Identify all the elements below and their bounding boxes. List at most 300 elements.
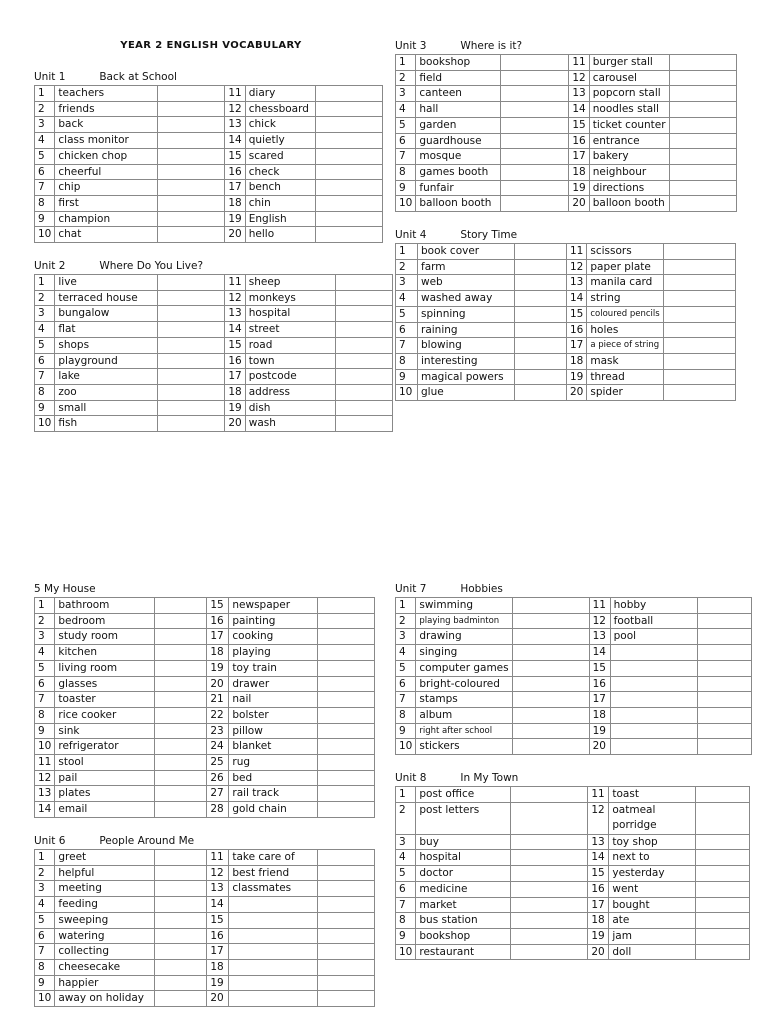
blank-cell xyxy=(697,692,751,708)
vocab-word: bathroom xyxy=(55,598,155,614)
vocab-word: holes xyxy=(587,322,663,338)
vocab-word: happier xyxy=(55,975,155,991)
table-row xyxy=(396,739,752,755)
vocab-word: mask xyxy=(587,353,663,369)
item-number: 14 xyxy=(569,102,589,118)
table-row xyxy=(35,912,375,928)
table-row xyxy=(396,723,752,739)
item-number: 6 xyxy=(35,164,55,180)
item-number: 19 xyxy=(569,180,589,196)
item-number: 17 xyxy=(569,149,589,165)
blank-cell xyxy=(155,707,207,723)
blank-cell xyxy=(697,660,751,676)
blank-cell xyxy=(511,866,588,882)
vocab-word: bolster xyxy=(229,707,318,723)
blank-cell xyxy=(158,290,225,306)
item-number: 16 xyxy=(207,613,229,629)
table-row xyxy=(396,834,750,850)
item-number: 17 xyxy=(225,180,245,196)
vocab-word: stamps xyxy=(416,692,512,708)
blank-cell xyxy=(155,645,207,661)
blank-cell xyxy=(158,101,225,117)
blank-cell xyxy=(315,164,382,180)
unit-1-section xyxy=(34,69,383,243)
vocab-word: magical powers xyxy=(418,369,515,385)
vocab-word: refrigerator xyxy=(55,739,155,755)
table-row xyxy=(35,991,375,1007)
blank-cell xyxy=(697,739,751,755)
blank-cell xyxy=(512,598,589,614)
blank-cell xyxy=(155,676,207,692)
unit-3-heading xyxy=(395,38,737,54)
table-row xyxy=(396,660,752,676)
vocab-word: study room xyxy=(55,629,155,645)
item-number: 1 xyxy=(396,244,418,260)
vocab-word: singing xyxy=(416,645,512,661)
blank-cell xyxy=(696,802,750,834)
blank-cell xyxy=(318,802,375,818)
blank-cell xyxy=(663,353,735,369)
blank-cell xyxy=(315,227,382,243)
item-number: 10 xyxy=(35,416,55,432)
blank-cell xyxy=(318,723,375,739)
blank-cell xyxy=(318,912,375,928)
item-number: 5 xyxy=(35,660,55,676)
unit-6-title: People Around Me xyxy=(99,835,195,847)
item-number: 9 xyxy=(35,975,55,991)
vocab-word: paper plate xyxy=(587,259,663,275)
blank-cell xyxy=(501,149,569,165)
table-row xyxy=(396,133,737,149)
item-number: 17 xyxy=(589,692,610,708)
blank-cell xyxy=(512,613,589,629)
item-number: 2 xyxy=(35,290,55,306)
blank-cell xyxy=(318,645,375,661)
vocab-word: doll xyxy=(609,944,696,960)
item-number: 7 xyxy=(396,692,416,708)
blank-cell xyxy=(512,645,589,661)
item-number: 13 xyxy=(225,306,245,322)
unit-4-heading xyxy=(395,227,736,243)
vocab-word: ticket counter xyxy=(589,117,669,133)
blank-cell xyxy=(318,707,375,723)
blank-cell xyxy=(158,133,225,149)
blank-cell xyxy=(663,275,735,291)
unit-2-heading xyxy=(34,258,393,274)
item-number: 2 xyxy=(35,613,55,629)
blank-cell xyxy=(669,70,736,86)
item-number: 10 xyxy=(396,739,416,755)
table-row xyxy=(35,692,375,708)
table-row xyxy=(35,975,375,991)
vocab-word: funfair xyxy=(416,180,501,196)
item-number: 19 xyxy=(589,723,610,739)
blank-cell xyxy=(318,865,375,881)
vocab-word xyxy=(610,739,697,755)
item-number: 20 xyxy=(589,739,610,755)
blank-cell xyxy=(511,913,588,929)
item-number: 3 xyxy=(396,834,416,850)
blank-cell xyxy=(663,259,735,275)
table-row xyxy=(35,101,383,117)
vocab-word: rug xyxy=(229,755,318,771)
table-row xyxy=(396,322,736,338)
unit-8-title: In My Town xyxy=(460,772,519,784)
unit-3-section xyxy=(395,38,737,212)
vocab-word: bookshop xyxy=(416,928,511,944)
vocab-word: bungalow xyxy=(55,306,158,322)
item-number: 17 xyxy=(207,944,229,960)
vocab-word: chick xyxy=(245,117,315,133)
vocab-word: drawer xyxy=(229,676,318,692)
item-number: 20 xyxy=(207,676,229,692)
table-row xyxy=(396,629,752,645)
blank-cell xyxy=(697,645,751,661)
blank-cell xyxy=(155,881,207,897)
table-row xyxy=(396,196,737,212)
vocab-word: zoo xyxy=(55,384,158,400)
item-number: 17 xyxy=(207,629,229,645)
table-row xyxy=(35,86,383,102)
vocab-word: thread xyxy=(587,369,663,385)
vocab-word: hello xyxy=(245,227,315,243)
unit-7-label: Unit 7 xyxy=(395,583,427,595)
blank-cell xyxy=(697,676,751,692)
table-row xyxy=(35,770,375,786)
vocab-word xyxy=(229,975,318,991)
vocab-word: dish xyxy=(245,400,335,416)
blank-cell xyxy=(511,787,588,803)
table-row xyxy=(35,117,383,133)
blank-cell xyxy=(315,86,382,102)
blank-cell xyxy=(335,306,392,322)
vocab-word: restaurant xyxy=(416,944,511,960)
blank-cell xyxy=(669,180,736,196)
item-number: 7 xyxy=(35,944,55,960)
item-number: 2 xyxy=(396,613,416,629)
item-number: 15 xyxy=(588,866,609,882)
item-number: 4 xyxy=(35,645,55,661)
item-number: 12 xyxy=(225,290,245,306)
blank-cell xyxy=(696,787,750,803)
vocab-word: right after school xyxy=(416,723,512,739)
item-number: 15 xyxy=(567,306,587,322)
unit-3-label: Unit 3 xyxy=(395,40,427,52)
blank-cell xyxy=(512,739,589,755)
blank-cell xyxy=(512,676,589,692)
blank-cell xyxy=(335,369,392,385)
blank-cell xyxy=(155,802,207,818)
blank-cell xyxy=(697,613,751,629)
blank-cell xyxy=(155,786,207,802)
item-number: 6 xyxy=(396,133,416,149)
blank-cell xyxy=(663,291,735,307)
item-number: 1 xyxy=(35,850,55,866)
vocab-word: bus station xyxy=(416,913,511,929)
vocab-word xyxy=(610,660,697,676)
item-number: 6 xyxy=(396,881,416,897)
table-row xyxy=(396,275,736,291)
table-row xyxy=(35,629,375,645)
vocab-word: sink xyxy=(55,723,155,739)
vocab-word xyxy=(610,645,697,661)
item-number: 3 xyxy=(35,117,55,133)
vocab-word: carousel xyxy=(589,70,669,86)
blank-cell xyxy=(501,86,569,102)
blank-cell xyxy=(315,148,382,164)
item-number: 12 xyxy=(567,259,587,275)
vocab-word: scared xyxy=(245,148,315,164)
blank-cell xyxy=(155,928,207,944)
blank-cell xyxy=(512,692,589,708)
vocab-word: watering xyxy=(55,928,155,944)
table-row xyxy=(35,707,375,723)
vocab-word: helpful xyxy=(55,865,155,881)
item-number: 18 xyxy=(588,913,609,929)
document-title: YEAR 2 ENGLISH VOCABULARY xyxy=(120,40,302,51)
blank-cell xyxy=(155,598,207,614)
vocab-word: bakery xyxy=(589,149,669,165)
item-number: 12 xyxy=(225,101,245,117)
table-row xyxy=(396,676,752,692)
item-number: 1 xyxy=(396,787,416,803)
item-number: 18 xyxy=(225,384,245,400)
table-row xyxy=(396,881,750,897)
vocab-word: cheerful xyxy=(55,164,158,180)
vocab-word: drawing xyxy=(416,629,512,645)
table-row xyxy=(35,353,393,369)
vocab-word: meeting xyxy=(55,881,155,897)
unit-8-vocab-table xyxy=(395,786,750,960)
table-row xyxy=(35,322,393,338)
item-number: 8 xyxy=(35,707,55,723)
blank-cell xyxy=(511,928,588,944)
blank-cell xyxy=(663,369,735,385)
item-number: 18 xyxy=(567,353,587,369)
unit-4-label: Unit 4 xyxy=(395,229,427,241)
item-number: 5 xyxy=(35,148,55,164)
vocab-word: chip xyxy=(55,180,158,196)
vocab-word: gold chain xyxy=(229,802,318,818)
table-row xyxy=(35,897,375,913)
blank-cell xyxy=(515,244,567,260)
vocab-word: stool xyxy=(55,755,155,771)
table-row xyxy=(35,384,393,400)
blank-cell xyxy=(512,723,589,739)
table-row xyxy=(35,676,375,692)
unit-6-label: Unit 6 xyxy=(34,835,66,847)
table-row xyxy=(396,928,750,944)
table-row xyxy=(396,802,750,834)
item-number: 2 xyxy=(35,101,55,117)
table-row xyxy=(35,211,383,227)
item-number: 13 xyxy=(589,629,610,645)
blank-cell xyxy=(155,944,207,960)
item-number: 13 xyxy=(569,86,589,102)
vocab-word: popcorn stall xyxy=(589,86,669,102)
table-row xyxy=(35,660,375,676)
table-row xyxy=(35,928,375,944)
unit-3-vocab-table xyxy=(395,54,737,212)
vocab-word: next to xyxy=(609,850,696,866)
blank-cell xyxy=(155,660,207,676)
item-number: 7 xyxy=(35,692,55,708)
vocab-word xyxy=(610,676,697,692)
blank-cell xyxy=(158,275,225,291)
table-row xyxy=(396,850,750,866)
vocab-word: computer games xyxy=(416,660,512,676)
item-number: 27 xyxy=(207,786,229,802)
item-number: 14 xyxy=(225,322,245,338)
vocab-word: bench xyxy=(245,180,315,196)
item-number: 14 xyxy=(588,850,609,866)
vocab-word: pool xyxy=(610,629,697,645)
vocab-word: feeding xyxy=(55,897,155,913)
item-number: 5 xyxy=(396,306,418,322)
vocab-word: take care of xyxy=(229,850,318,866)
item-number: 4 xyxy=(396,102,416,118)
blank-cell xyxy=(315,195,382,211)
vocab-word: hall xyxy=(416,102,501,118)
vocab-word: playing badminton xyxy=(416,613,512,629)
item-number: 19 xyxy=(588,928,609,944)
blank-cell xyxy=(318,676,375,692)
blank-cell xyxy=(335,275,392,291)
blank-cell xyxy=(318,692,375,708)
item-number: 5 xyxy=(396,866,416,882)
vocab-word: sweeping xyxy=(55,912,155,928)
vocab-word: hospital xyxy=(416,850,511,866)
vocab-word: spinning xyxy=(418,306,515,322)
table-row xyxy=(35,881,375,897)
vocab-word: football xyxy=(610,613,697,629)
item-number: 4 xyxy=(35,322,55,338)
item-number: 18 xyxy=(569,164,589,180)
blank-cell xyxy=(158,86,225,102)
blank-cell xyxy=(515,385,567,401)
table-row xyxy=(396,613,752,629)
vocab-word xyxy=(229,912,318,928)
vocab-word: post office xyxy=(416,787,511,803)
blank-cell xyxy=(155,850,207,866)
vocab-word: swimming xyxy=(416,598,512,614)
vocab-word: street xyxy=(245,322,335,338)
table-row xyxy=(396,944,750,960)
vocab-word: monkeys xyxy=(245,290,335,306)
blank-cell xyxy=(155,770,207,786)
blank-cell xyxy=(158,117,225,133)
unit-5-heading xyxy=(34,581,375,597)
vocab-word: album xyxy=(416,707,512,723)
blank-cell xyxy=(318,850,375,866)
vocab-word: hospital xyxy=(245,306,335,322)
item-number: 1 xyxy=(396,55,416,71)
vocab-word: chat xyxy=(55,227,158,243)
item-number: 9 xyxy=(396,723,416,739)
vocab-word: burger stall xyxy=(589,55,669,71)
vocab-word: oatmeal porridge xyxy=(609,802,696,834)
item-number: 15 xyxy=(207,912,229,928)
vocab-word: scissors xyxy=(587,244,663,260)
vocab-word: live xyxy=(55,275,158,291)
table-row xyxy=(396,70,737,86)
item-number: 15 xyxy=(225,337,245,353)
item-number: 2 xyxy=(396,70,416,86)
table-row xyxy=(35,598,375,614)
item-number: 20 xyxy=(588,944,609,960)
item-number: 2 xyxy=(35,865,55,881)
blank-cell xyxy=(697,598,751,614)
blank-cell xyxy=(318,786,375,802)
blank-cell xyxy=(515,275,567,291)
vocab-word: small xyxy=(55,400,158,416)
item-number: 3 xyxy=(35,629,55,645)
table-row xyxy=(396,369,736,385)
blank-cell xyxy=(318,975,375,991)
blank-cell xyxy=(501,55,569,71)
table-row xyxy=(396,117,737,133)
table-row xyxy=(396,707,752,723)
vocab-word: cooking xyxy=(229,629,318,645)
blank-cell xyxy=(511,850,588,866)
vocab-word: classmates xyxy=(229,881,318,897)
table-row xyxy=(35,739,375,755)
vocab-word: toy shop xyxy=(609,834,696,850)
unit-5-title: My House xyxy=(44,583,96,595)
vocab-word: kitchen xyxy=(55,645,155,661)
blank-cell xyxy=(512,660,589,676)
blank-cell xyxy=(315,101,382,117)
table-row xyxy=(396,866,750,882)
vocab-word: diary xyxy=(245,86,315,102)
vocab-word: plates xyxy=(55,786,155,802)
vocab-word: collecting xyxy=(55,944,155,960)
vocab-word: postcode xyxy=(245,369,335,385)
unit-7-section xyxy=(395,581,752,755)
item-number: 7 xyxy=(396,149,416,165)
item-number: 4 xyxy=(35,133,55,149)
item-number: 10 xyxy=(35,991,55,1007)
item-number: 23 xyxy=(207,723,229,739)
item-number: 13 xyxy=(588,834,609,850)
item-number: 13 xyxy=(567,275,587,291)
item-number: 6 xyxy=(35,928,55,944)
blank-cell xyxy=(155,613,207,629)
blank-cell xyxy=(501,102,569,118)
item-number: 16 xyxy=(588,881,609,897)
vocab-word: medicine xyxy=(416,881,511,897)
blank-cell xyxy=(158,180,225,196)
vocab-word: class monitor xyxy=(55,133,158,149)
vocab-word: champion xyxy=(55,211,158,227)
vocab-word: rail track xyxy=(229,786,318,802)
vocab-word: town xyxy=(245,353,335,369)
blank-cell xyxy=(155,912,207,928)
unit-5-label: 5 xyxy=(34,583,41,595)
blank-cell xyxy=(318,881,375,897)
blank-cell xyxy=(669,164,736,180)
item-number: 4 xyxy=(35,897,55,913)
table-row xyxy=(35,416,393,432)
blank-cell xyxy=(515,322,567,338)
item-number: 7 xyxy=(35,180,55,196)
item-number: 18 xyxy=(207,959,229,975)
table-row xyxy=(396,102,737,118)
blank-cell xyxy=(158,195,225,211)
item-number: 18 xyxy=(207,645,229,661)
item-number: 26 xyxy=(207,770,229,786)
vocab-word: market xyxy=(416,897,511,913)
